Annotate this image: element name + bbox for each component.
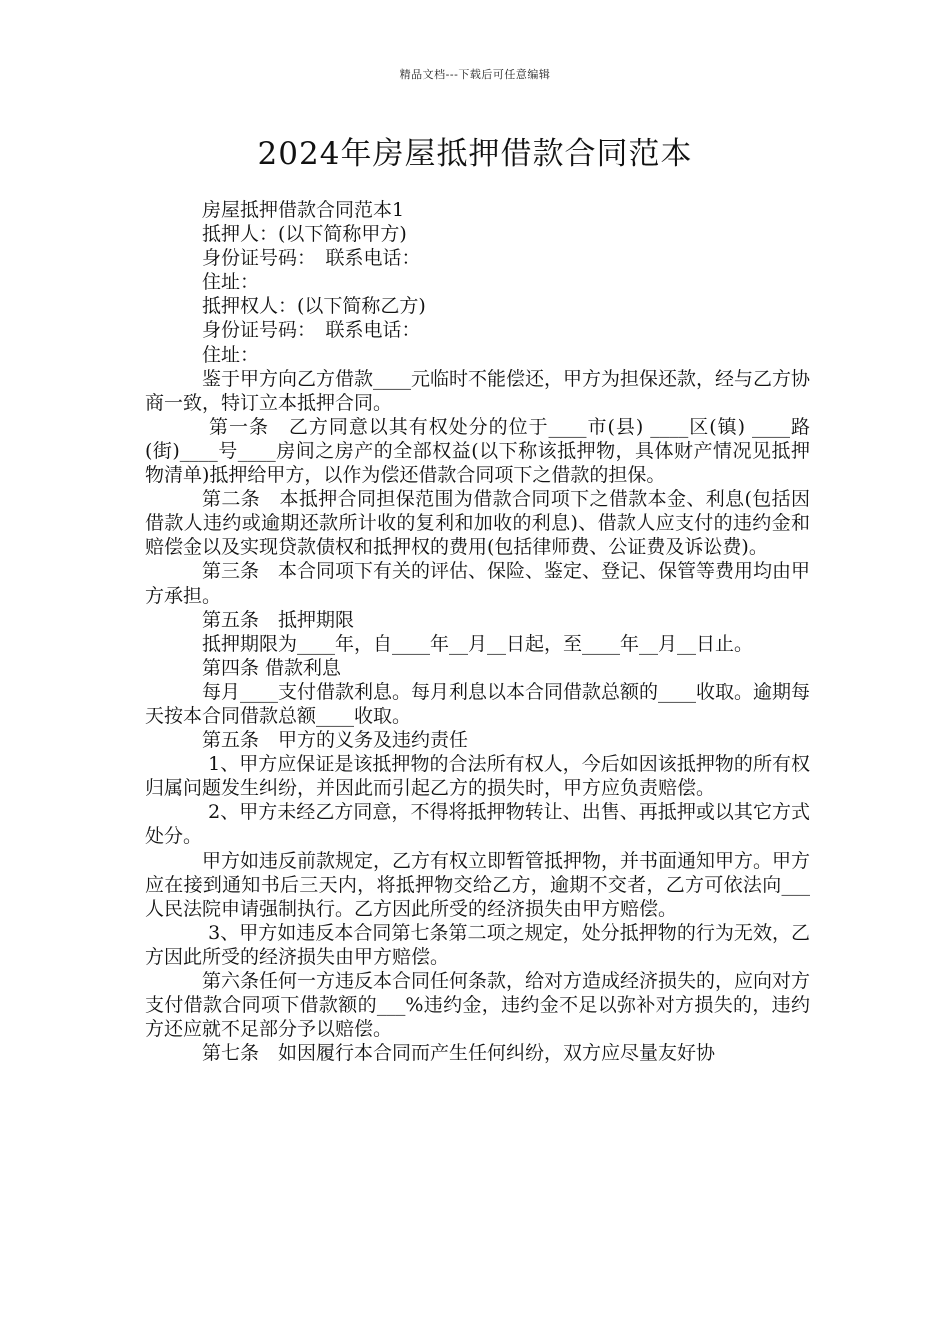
- paragraph-article-3: 第三条 本合同项下有关的评估、保险、鉴定、登记、保管等费用均由甲方承担。: [145, 560, 811, 607]
- paragraph-article-1: 第一条 乙方同意以其有权处分的位于____市(县) ____区(镇) ____路(街)____号____房间之房产的全部权益(以下称该抵押物，具体财产情况见抵押物清单)抵押给甲方，以作为偿还借款合同项下之借款的担保。: [145, 415, 810, 487]
- paragraph-obligation-1: 1、甲方应保证是该抵押物的合法所有权人，今后如因该抵押物的所有权归属问题发生纠纷，并因此而引起乙方的损失时，甲方应负责赔偿。: [145, 753, 811, 800]
- paragraph-article-5-term-heading: 第五条 抵押期限: [202, 608, 355, 631]
- paragraph-mortgagor: 抵押人：(以下简称甲方): [202, 223, 407, 246]
- paragraph-article-7: 第七条 如因履行本合同而产生任何纠纷，双方应尽量友好协: [202, 1042, 716, 1065]
- paragraph-article-2: 第二条 本抵押合同担保范围为借款合同项下之借款本金、利息(包括因借款人违约或逾期还款所计收的复利和加收的利息)、借款人应支付的违约金和赔偿金以及实现贷款债权和抵押权的费用(包括律师费、公证费及诉讼费)。: [145, 488, 810, 559]
- paragraph-term: 抵押期限为____年，自____年__月__日起，至____年__月__日止。: [202, 632, 754, 655]
- document-title: 2024年房屋抵押借款合同范本: [257, 136, 693, 172]
- paragraph-mortgagor-id-phone: 身份证号码： 联系电话：: [202, 247, 421, 270]
- paragraph-contract-subtitle: 房屋抵押借款合同范本1: [202, 199, 405, 221]
- paragraph-obligation-2: 2、甲方未经乙方同意，不得将抵押物转让、出售、再抵押或以其它方式处分。: [145, 801, 811, 848]
- paragraph-mortgagor-address: 住址：: [202, 271, 260, 294]
- paragraph-preamble: 鉴于甲方向乙方借款____元临时不能偿还，甲方为担保还款，经与乙方协商一致，特订立本抵押合同。: [145, 367, 811, 414]
- document-body: [145, 198, 810, 1065]
- paragraph-mortgagee: 抵押权人：(以下简称乙方): [202, 295, 426, 318]
- paragraph-violation-notice: 甲方如违反前款规定，乙方有权立即暂管抵押物，并书面通知甲方。甲方应在接到通知书后三天内，将抵押物交给乙方，逾期不交者，乙方可依法向___人民法院申请强制执行。乙方因此所受的经济损失由甲方赔偿。: [145, 849, 811, 920]
- paragraph-obligation-3: 3、甲方如违反本合同第七条第二项之规定，处分抵押物的行为无效，乙方因此所受的经济损失由甲方赔偿。: [145, 921, 811, 968]
- paragraph-article-5-obligations-heading: 第五条 甲方的义务及违约责任: [202, 729, 469, 752]
- paragraph-mortgagee-id-phone: 身份证号码： 联系电话：: [202, 319, 421, 342]
- paragraph-interest: 每月____支付借款利息。每月利息以本合同借款总额的____收取。逾期每天按本合同借款总额____收取。: [145, 680, 811, 727]
- paragraph-mortgagee-address: 住址：: [202, 343, 260, 366]
- header-note: 精品文档---下载后可任意编辑: [399, 68, 551, 81]
- paragraph-article-4-heading: 第四条 借款利息: [202, 656, 342, 679]
- paragraph-article-6: 第六条任何一方违反本合同任何条款，给对方造成经济损失的，应向对方支付借款合同项下借款额的___%违约金，违约金不足以弥补对方损失的，违约方还应就不足部分予以赔偿。: [145, 970, 811, 1041]
